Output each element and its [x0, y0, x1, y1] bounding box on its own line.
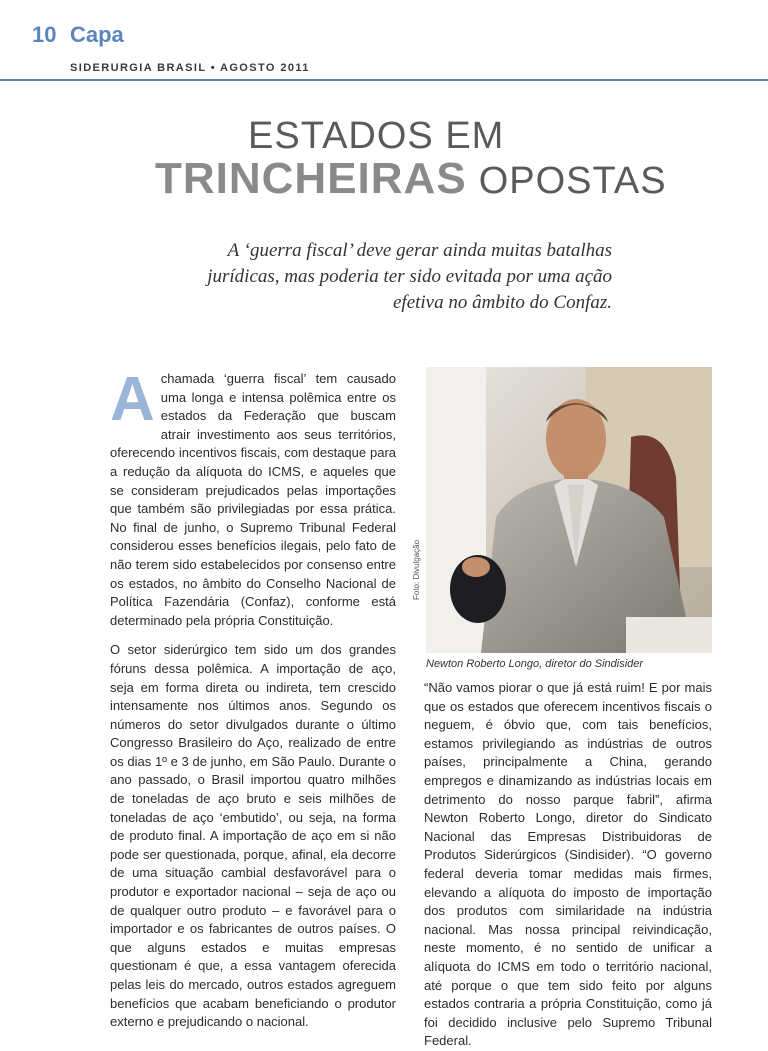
- dropcap: A: [110, 365, 155, 434]
- right-column: [424, 679, 712, 1051]
- issue-line: SIDERURGIA BRASIL • AGOSTO 2011: [70, 62, 310, 74]
- headline-line-1: ESTADOS EM: [248, 115, 505, 157]
- page-number: 10: [32, 22, 57, 47]
- headline-bold-word: TRINCHEIRAS: [155, 154, 467, 203]
- article-deck: A ‘guerra fiscal’ deve gerar ainda muitas batalhas jurídicas, mas poderia ter sido evitada por uma ação efetiva no âmbito do Confaz.: [207, 240, 612, 313]
- paragraph-2: O setor siderúrgico tem sido um dos grandes fóruns dessa polêmica. A importação de aço, seja em forma direta ou indireta, tem crescido intensamente nos últimos anos. Segundo os números do setor divulgados durante o último Congresso Brasileiro do Aço, realizado de entre os dias 1º e 3 de junho, em São Paulo. Durante o ano passado, o Brasil importou quatro milhões de toneladas de aço bruto e seis milhões de toneladas de aço ‘embutido’, ou seja, na forma de produto final. A importação de aço em si não pode ser questionada, porque, afinal, ela decorre de uma situação cambial desfavorável para o produtor e exportador nacional – seja de aço ou de qualquer outro produto – e favorável para o importador e os fabricantes de outros países. O que alguns estados e muitas empresas questionam é que, a essa vantagem oferecida pelas leis do mercado, outros estados agreguem benefícios que acabam beneficiando o produtor externo e prejudicando o nacional.: [110, 642, 396, 1030]
- paragraph-3: “Não vamos piorar o que já está ruim! E por mais que os estados que oferecem incentivos fiscais o neguem, é óbvio que, com tais benefícios, estamos privilegiando as indústrias de outros países, principalmente a China, gerando empregos e dinamizando as indústrias locais em detrimento do nosso parque fabril”, afirma Newton Roberto Longo, diretor do Sindicato Nacional das Empresas Distribuidoras de Produtos Siderúrgicos (Sindisider). “O governo federal deveria tomar medidas mais firmes, elevando a alíquota do imposto de importação dos produtos com similaridade na indústria nacional. Mas nossa principal reivindicação, neste momento, é no sentido de unificar a alíquota do ICMS em todo o território nacional, até porque o que tem sido feito por alguns estados contraria a própria Constituição, como já foi decidido inclusive pelo Supremo Tribunal Federal.: [424, 680, 712, 1049]
- left-column: [110, 365, 396, 1043]
- paragraph-1: [110, 365, 396, 630]
- headline-light-word: OPOSTAS: [478, 160, 667, 202]
- page-header: [0, 0, 768, 82]
- header-divider: [0, 79, 768, 81]
- paragraph-1-text: chamada ‘guerra fiscal’ tem causado uma longa e intensa polêmica entre os estados da Federação que buscam atrair investimento aos seus territórios, oferecendo incentivos fiscais, com destaque para a redução da alíquota do ICMS, e aqueles que se consideram prejudicados pelas importações que também são privilegiadas por essa prática. No final de junho, o Supremo Tribunal Federal considerou esses benefícios ilegais, pelo fato de não terem sido estabelecidos por consenso entre os estados, no âmbito do Conselho Nacional de Política Fazendária (Confaz), conforme está determinado pela própria Constituição.: [110, 371, 396, 628]
- photo-credit: Foto: Divulgação: [412, 539, 421, 600]
- portrait-illustration: [426, 367, 712, 653]
- portrait-photo: [426, 367, 712, 653]
- photo-caption: Newton Roberto Longo, diretor do Sindisider: [426, 658, 644, 670]
- headline-line-2: [155, 154, 667, 204]
- section-name: Capa: [70, 22, 124, 47]
